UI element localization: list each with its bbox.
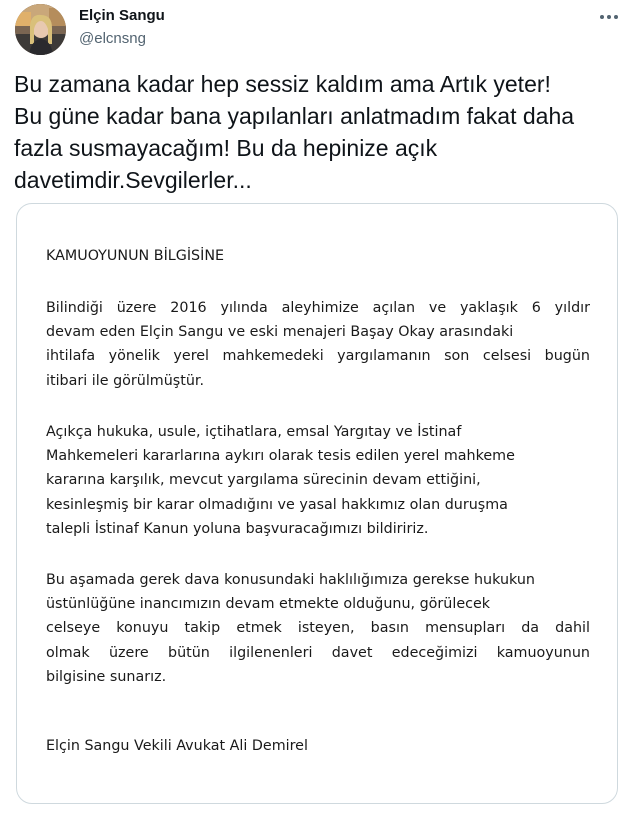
author-handle[interactable]: @elcnsng: [79, 30, 146, 47]
author-name[interactable]: Elçin Sangu: [79, 7, 165, 24]
document-line: Açıkça hukuka, usule, içtihatlara, emsal Yargıtay ve İstinaf: [46, 424, 462, 440]
tweet-text-line: Bu güne kadar bana yapılanları anlatmadım fakat daha: [14, 103, 575, 129]
avatar[interactable]: [15, 4, 66, 55]
document-line: ihtilafa yönelik yerel mahkemedeki yargılamanın son celsesi bugün: [46, 348, 590, 365]
document-paragraph-1: [46, 296, 590, 393]
document-line: Bu aşamada gerek dava konusundaki haklılığımıza gerekse hukukun: [46, 572, 535, 588]
document-line: devam eden Elçin Sangu ve eski menajeri Başay Okay arasındaki: [46, 324, 514, 341]
document-line: celseye konuyu takip etmek isteyen, basın mensupları da dahil: [46, 620, 590, 637]
avatar-photo: [15, 4, 66, 55]
document-line: talepli İstinaf Kanun yoluna başvuracağımızı bildiririz.: [46, 520, 429, 537]
tweet-text: [14, 68, 624, 196]
more-options-button[interactable]: [596, 8, 622, 26]
more-horizontal-icon-dot-2: [607, 15, 611, 19]
tweet-text-line: fazla susmayacağım! Bu da hepinize açık: [14, 135, 438, 161]
tweet-text-line: Bu zamana kadar hep sessiz kaldım ama Artık yeter!: [14, 71, 551, 97]
document-paragraph-3: [46, 568, 590, 689]
document-paragraph-2: [46, 420, 590, 541]
document-line: Mahkemeleri kararlarına aykırı olarak tesis edilen yerel mahkeme: [46, 448, 515, 465]
more-horizontal-icon: [600, 15, 604, 19]
document-line: Bilindiği üzere 2016 yılında aleyhimize açılan ve yaklaşık 6 yıldır: [46, 300, 590, 316]
document-line: kesinleşmiş bir karar olmadığını ve yasal hakkımız olan duruşma: [46, 496, 508, 513]
document-signature: Elçin Sangu Vekili Avukat Ali Demirel: [46, 738, 308, 754]
document-heading: KAMUOYUNUN BİLGİSİNE: [46, 248, 225, 264]
attached-image[interactable]: [16, 203, 618, 804]
document-line: itibari ile görülmüştür.: [46, 372, 205, 389]
document-line: bilgisine sunarız.: [46, 668, 167, 685]
document-line: üstünlüğüne inancımızın devam etmekte olduğunu, görülecek: [46, 596, 491, 613]
more-horizontal-icon-dot-3: [614, 15, 618, 19]
tweet-text-line: davetimdir.Sevgilerler...: [14, 167, 252, 193]
document-line: olmak üzere bütün ilgilenenleri davet edeceğimizi kamuoyunun: [46, 644, 590, 661]
document-line: kararına karşılık, mevcut yargılama sürecinin devam ettiğini,: [46, 472, 481, 489]
